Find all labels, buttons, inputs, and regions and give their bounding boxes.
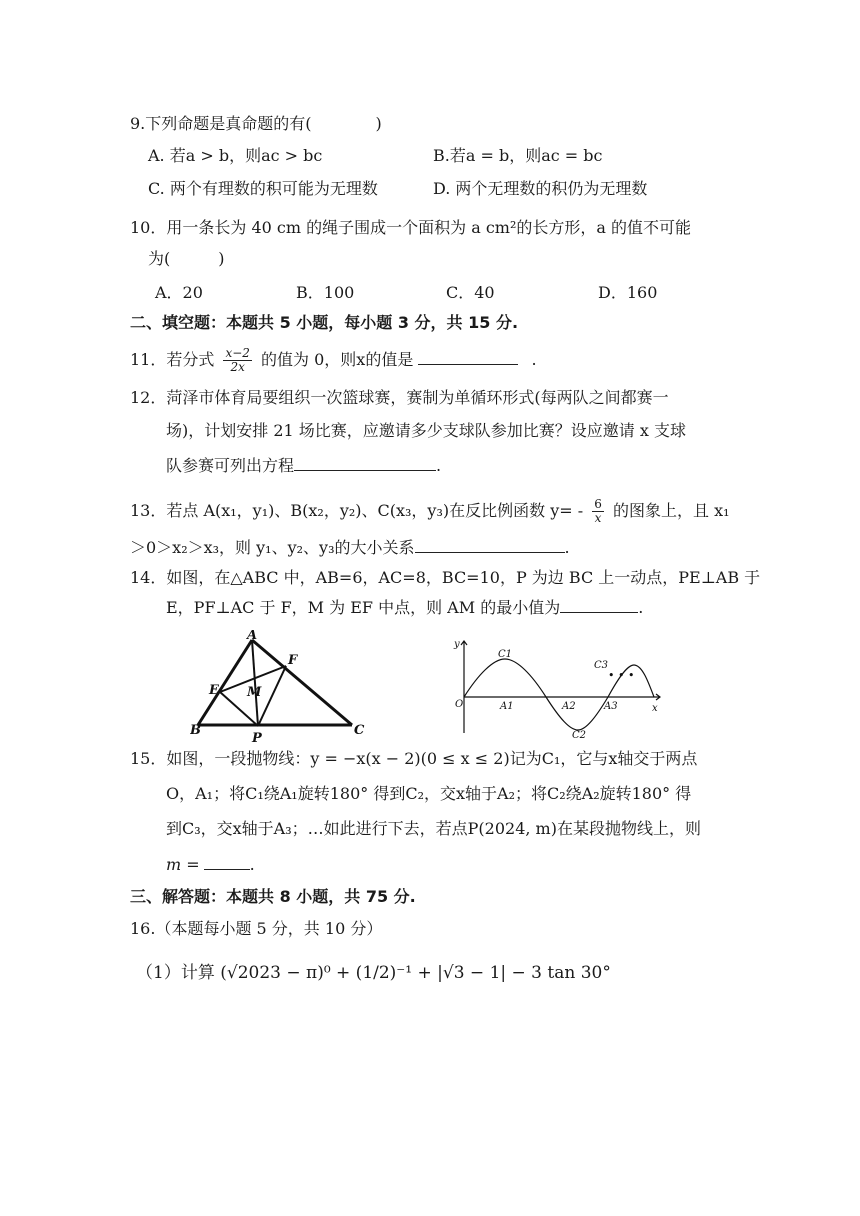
q13-post: 的图象上，且 x₁ — [612, 501, 730, 520]
label-ellipsis: • • • — [608, 669, 635, 682]
q12-line3: 队参赛可列出方程 — [166, 456, 295, 475]
q10-option-b: B．100 — [296, 283, 355, 302]
q13-line2-wrap — [130, 536, 570, 559]
label-a: A — [247, 630, 258, 643]
label-c2: C2 — [572, 730, 587, 740]
label-a3: A3 — [604, 701, 618, 712]
label-a2: A2 — [562, 701, 576, 712]
q11-fraction — [223, 347, 251, 374]
section-2-heading: 二、填空题：本题共 5 小题，每小题 3 分，共 15 分. — [130, 313, 519, 332]
q13-answer-blank[interactable] — [415, 536, 565, 553]
label-x: x — [652, 703, 658, 714]
q16-part1-label: （1）计算 — [136, 963, 215, 983]
q13-fraction-den: x — [594, 511, 602, 525]
label-y: y — [454, 639, 460, 650]
label-m: M — [247, 685, 262, 700]
label-e: E — [209, 683, 219, 698]
q15-line3: 到C₃，交x轴于A₃；…如此进行下去，若点P(2024, m)在某段抛物线上，则 — [166, 819, 701, 838]
q14-line2: E，PF⊥AC 于 F，M 为 EF 中点，则 AM 的最小值为 — [166, 598, 561, 617]
q9-stem: 9.下列命题是真命题的有( ) — [130, 114, 382, 133]
q10-option-c: C．40 — [446, 283, 495, 302]
triangle-figure — [190, 630, 370, 745]
q12-line3-wrap — [166, 454, 441, 477]
q14-answer-blank[interactable] — [560, 596, 638, 613]
q16-expression: (√2023 − π)⁰ + (1/2)⁻¹ + |√3 − 1| − 3 tan 30° — [220, 963, 611, 983]
q9-option-d: D. 两个无理数的积仍为无理数 — [433, 179, 648, 198]
segment-ap — [252, 640, 258, 726]
q15-end: . — [249, 855, 255, 874]
q13-end: . — [564, 538, 570, 557]
label-c1: C1 — [498, 649, 513, 660]
q12-answer-blank[interactable] — [294, 454, 436, 471]
q13-pre: 13．若点 A(x₁，y₁)、B(x₂，y₂)、C(x₃，y₃)在反比例函数 y= - — [130, 501, 584, 520]
q11-end: . — [531, 350, 537, 369]
label-o: O — [455, 699, 464, 710]
q14-end: . — [638, 598, 644, 617]
q10-stem-line2: 为( ) — [148, 249, 225, 268]
q15-line2: O，A₁；将C₁绕A₁旋转180° 得到C₂，交x轴于A₂；将C₂绕A₂旋转180° 得 — [166, 784, 692, 803]
q11-fraction-den: 2x — [230, 360, 245, 374]
q12-line1: 12．菏泽市体育局要组织一次篮球赛，赛制为单循环形式(每两队之间都赛一 — [130, 388, 669, 407]
q16-part1 — [136, 958, 611, 988]
q15-line1: 15．如图，一段抛物线：y = −x(x − 2)(0 ≤ x ≤ 2)记为C₁，它与x轴交于两点 — [130, 749, 698, 768]
q14-line2-wrap — [166, 596, 643, 619]
label-a1: A1 — [500, 701, 514, 712]
label-f: F — [288, 653, 298, 668]
section-3-heading: 三、解答题：本题共 8 小题，共 75 分. — [130, 887, 416, 906]
q14-line1: 14．如图，在△ABC 中，AB=6，AC=8，BC=10，P 为边 BC 上一动点，PE⊥AB 于 — [130, 568, 761, 587]
q13-fraction — [592, 498, 604, 525]
q10-option-a: A．20 — [155, 283, 203, 302]
q11-post: 的值为 0，则x的值是 — [261, 350, 414, 369]
q11-line — [130, 345, 537, 375]
q9-option-a: A. 若a > b，则ac > bc — [148, 146, 323, 165]
q11-fraction-num: x−2 — [225, 346, 250, 360]
q12-end: . — [436, 456, 442, 475]
q16-heading: 16.（本题每小题 5 分，共 10 分） — [130, 919, 383, 938]
q9-option-c: C. 两个有理数的积可能为无理数 — [148, 179, 378, 198]
q15-line4: m = — [166, 855, 200, 874]
label-c: C — [354, 723, 365, 738]
q13-line2: ＞0＞x₂＞x₃，则 y₁、y₂、y₃的大小关系 — [130, 538, 415, 557]
label-b: B — [190, 723, 201, 738]
q9-option-b: B.若a = b，则ac = bc — [433, 146, 603, 165]
label-p: P — [252, 731, 262, 745]
q12-line2: 场)，计划安排 21 场比赛，应邀请多少支球队参加比赛？设应邀请 x 支球 — [166, 421, 686, 440]
q13-fraction-num: 6 — [594, 497, 602, 511]
q10-stem-line1: 10．用一条长为 40 cm 的绳子围成一个面积为 a cm²的长方形，a 的值不可能 — [130, 218, 691, 237]
q13-line1 — [130, 494, 730, 528]
q10-option-d: D．160 — [598, 283, 658, 302]
parabola-chain-figure — [448, 635, 670, 740]
q15-line4-wrap — [166, 853, 255, 876]
label-c3: C3 — [594, 660, 609, 671]
q11-answer-blank[interactable] — [418, 348, 518, 365]
q11-pre: 11．若分式 — [130, 350, 215, 369]
side-ac — [252, 640, 352, 725]
q15-answer-blank[interactable] — [204, 853, 250, 870]
